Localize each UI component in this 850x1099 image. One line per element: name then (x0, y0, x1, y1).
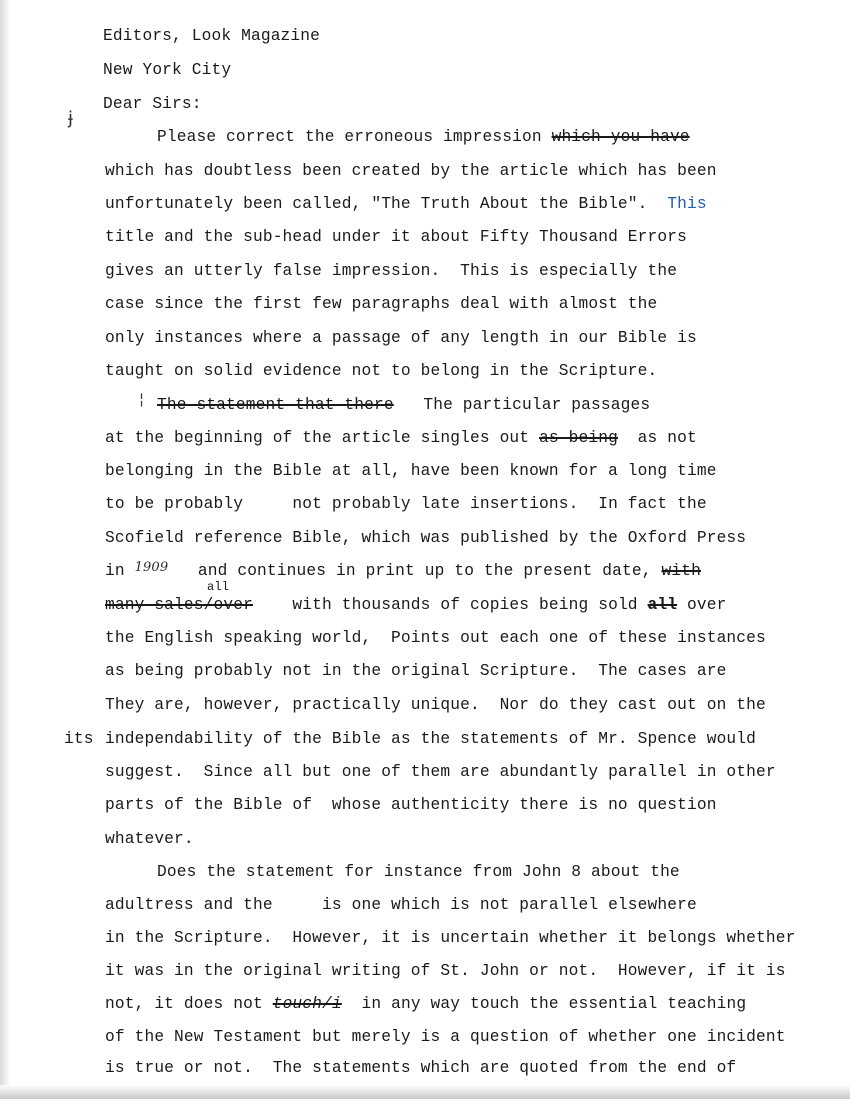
margin-note-its: its (64, 730, 94, 748)
p3-line-5: not, it does not touch/i in any way touch the essential teaching (105, 995, 747, 1013)
p3-line-4: it was in the original writing of St. John or not. However, if it is (105, 962, 786, 980)
p2-line-5: Scofield reference Bible, which was published by the Oxford Press (105, 529, 747, 547)
p1-line-7: only instances where a passage of any length in our Bible is (105, 329, 697, 347)
handwritten-year: 1909 (134, 560, 169, 575)
margin-pen-mark: ɉ (68, 108, 74, 129)
p3-line-7: is true or not. The statements which are quoted from the end of (105, 1059, 737, 1077)
p2-line-12: suggest. Since all but one of them are abundantly parallel in other (105, 763, 776, 781)
p2-line-10: They are, however, practically unique. Nor do they cast out on the (105, 696, 766, 714)
p2-line-14: whatever. (105, 830, 194, 848)
p1-line-3: unfortunately been called, "The Truth About the Bible". This (105, 195, 707, 213)
p3-line-3: in the Scripture. However, it is uncertain whether it belongs whether (105, 929, 796, 947)
p2-line-11: independability of the Bible as the statements of Mr. Spence would (105, 730, 757, 748)
strikethrough-text: which you have (551, 128, 690, 146)
p2-line-1: The statement that there The particular passages (157, 396, 651, 414)
scan-shadow-bottom (0, 1085, 850, 1099)
p3-line-1: Does the statement for instance from John 8 about the (157, 863, 680, 881)
p2-line-7: many sales/over with thousands of copies being sold all over (105, 596, 727, 614)
salutation-line: Dear Sirs: (103, 95, 202, 113)
p1-line-2: which has doubtless been created by the article which has been (105, 162, 717, 180)
p2-line-13: parts of the Bible of whose authenticity there is no question (105, 796, 717, 814)
p2-line-6: in $^{1909}$ and continues in print up to the present date, with (105, 560, 701, 580)
p1-line-5: gives an utterly false impression. This is especially the (105, 262, 678, 280)
addressee-line: Editors, Look Magazine (103, 27, 321, 45)
p2-line-8: the English speaking world, Points out each one of these instances (105, 629, 766, 647)
p1-line-1: Please correct the erroneous impression which you have (157, 128, 690, 146)
p1-line-4: title and the sub-head under it about Fifty Thousand Errors (105, 228, 687, 246)
p1-line-8: taught on solid evidence not to belong in the Scripture. (105, 362, 658, 380)
p2-line-4: to be probably not probably late insertions. In fact the (105, 495, 707, 513)
p2-line-2: at the beginning of the article singles out as being as not (105, 429, 697, 447)
p2-line-3: belonging in the Bible at all, have been known for a long time (105, 462, 717, 480)
p1-line-6: case since the first few paragraphs deal with almost the (105, 295, 658, 313)
pen-mark: ¦ (139, 390, 145, 408)
insertion-above: all (207, 580, 230, 594)
p2-line-9: as being probably not in the original Scripture. The cases are (105, 662, 727, 680)
p3-line-6: of the New Testament but merely is a question of whether one incident (105, 1028, 786, 1046)
p3-line-2: adultress and the is one which is not parallel elsewhere (105, 896, 697, 914)
city-line: New York City (103, 61, 232, 79)
scan-shadow-left (0, 0, 10, 1099)
